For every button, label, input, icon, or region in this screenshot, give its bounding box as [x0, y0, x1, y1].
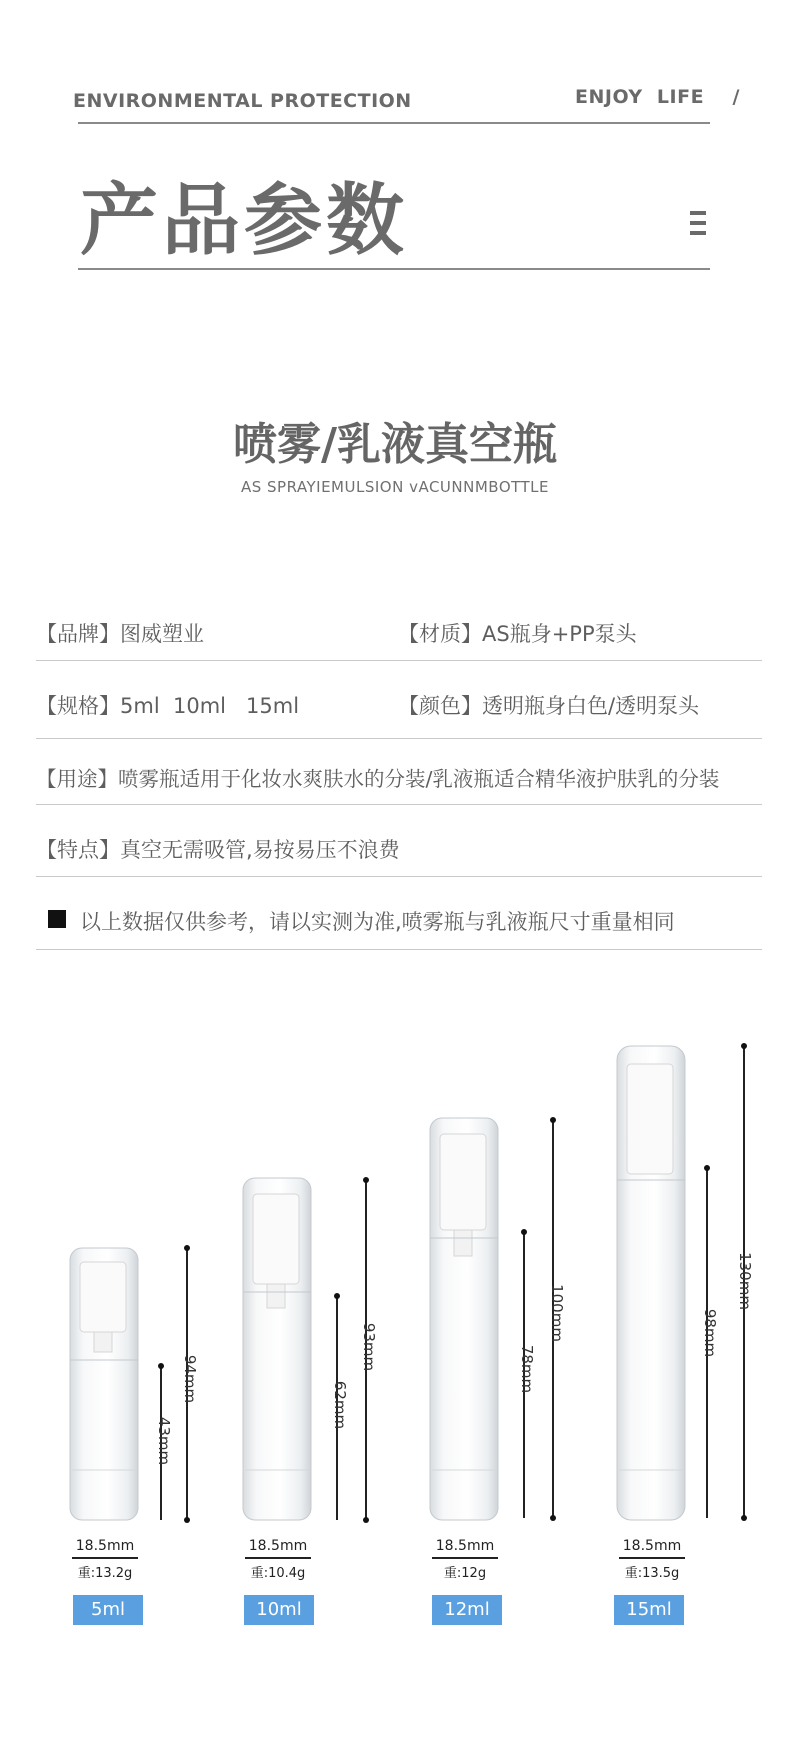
header-right-tag: ENJOY LIFE /: [575, 86, 740, 108]
capacity-badge: 12ml: [432, 1595, 502, 1625]
spec-color: 【颜色】透明瓶身白色/透明泵头: [398, 694, 700, 718]
weight-label: 重:13.5g: [624, 1566, 680, 1581]
total-height-label: 93mm: [360, 1322, 379, 1372]
total-height-label: 130mm: [735, 1252, 754, 1310]
width-line: [245, 1557, 311, 1559]
weight-label: 重:12g: [443, 1566, 487, 1581]
body-height-label: 78mm: [518, 1344, 537, 1394]
bottle-15ml: [617, 1046, 685, 1520]
spec-brand: 【品牌】图威塑业: [36, 622, 204, 646]
dimension-dot: [363, 1177, 369, 1183]
dimension-dot: [334, 1293, 340, 1299]
header-top-rule: [78, 122, 710, 124]
spec-feature: 【特点】真空无需吸管,易按易压不浪费: [36, 838, 400, 862]
dimension-dot: [741, 1515, 747, 1521]
total-height-label: 94mm: [181, 1354, 200, 1404]
menu-icon: [690, 211, 706, 235]
width-label: 18.5mm: [248, 1538, 308, 1554]
page-title: 产品参数: [80, 176, 409, 266]
header-left-tag: ENVIRONMENTAL PROTECTION: [73, 90, 412, 112]
spec-divider: [36, 876, 762, 877]
width-label: 18.5mm: [75, 1538, 135, 1554]
dimension-dot: [184, 1517, 190, 1523]
capacity-badge: 10ml: [244, 1595, 314, 1625]
spec-divider: [36, 660, 762, 661]
weight-label: 重:10.4g: [250, 1566, 306, 1581]
spec-note: 以上数据仅供参考，请以实测为准,喷雾瓶与乳液瓶尺寸重量相同: [80, 910, 675, 934]
dimension-dot: [363, 1517, 369, 1523]
header-bottom-rule: [78, 268, 710, 270]
bottles-illustration: [0, 1030, 790, 1530]
width-label: 18.5mm: [435, 1538, 495, 1554]
body-height-label: 62mm: [331, 1380, 350, 1430]
bottle-12ml: [430, 1118, 498, 1520]
dimension-dot: [550, 1515, 556, 1521]
bottle-5ml: [70, 1248, 138, 1520]
spec-divider: [36, 949, 762, 950]
spec-size: 【规格】5ml 10ml 15ml: [36, 694, 300, 718]
spec-usage: 【用途】喷雾瓶适用于化妆水爽肤水的分装/乳液瓶适合精华液护肤乳的分装: [36, 767, 720, 791]
dimension-dot: [521, 1229, 527, 1235]
width-line: [619, 1557, 685, 1559]
total-height-label: 100mm: [547, 1284, 566, 1342]
body-height-label: 98mm: [701, 1308, 720, 1358]
dimension-dot: [184, 1245, 190, 1251]
spec-divider: [36, 738, 762, 739]
dimension-dot: [704, 1165, 710, 1171]
dimension-dot: [741, 1043, 747, 1049]
note-square-icon: [48, 910, 66, 928]
body-height-label: 43mm: [155, 1416, 174, 1466]
width-line: [432, 1557, 498, 1559]
weight-label: 重:13.2g: [77, 1566, 133, 1581]
spec-material: 【材质】AS瓶身+PP泵头: [398, 622, 637, 646]
dimension-dot: [158, 1363, 164, 1369]
width-label: 18.5mm: [622, 1538, 682, 1554]
spec-divider: [36, 804, 762, 805]
capacity-badge: 5ml: [73, 1595, 143, 1625]
dimension-dot: [550, 1117, 556, 1123]
capacity-badge: 15ml: [614, 1595, 684, 1625]
bottle-10ml: [243, 1178, 311, 1520]
product-name: 喷雾/乳液真空瓶: [232, 419, 558, 470]
width-line: [72, 1557, 138, 1559]
product-name-en: AS SPRAYIEMULSION vACUNNMBOTTLE: [240, 478, 550, 496]
